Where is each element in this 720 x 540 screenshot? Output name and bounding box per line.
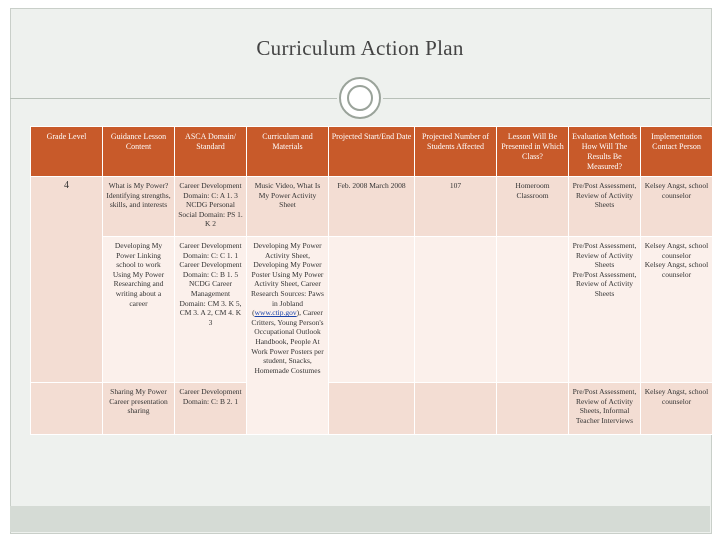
content-text: Developing My Power Linking school to work xyxy=(114,241,163,270)
header-row xyxy=(31,127,713,177)
materials-text: Developing My Power Activity Sheet, Developing My Power Poster Using My Power Activity Sheet, Career Research Sources: Paws in Jobland ( xyxy=(251,241,324,318)
materials-cell: Music Video, What Is My Power Activity Sheet xyxy=(247,177,329,237)
header-class: Lesson Will Be Presented in Which Class? xyxy=(497,127,569,177)
standard-text: Career Development Domain: C: C 1. 1 xyxy=(179,241,242,260)
content-text: Using My Power Researching and writing about a career xyxy=(112,269,165,308)
action-plan-table xyxy=(30,126,713,435)
header-contact: Implementation Contact Person xyxy=(641,127,713,177)
grade-cell: 4 xyxy=(31,177,103,383)
class-cell xyxy=(497,383,569,435)
header-asca-standard: ASCA Domain/ Standard xyxy=(175,127,247,177)
evaluation-cell: Pre/Post Assessment, Review of Activity Sheets xyxy=(569,177,641,237)
standard-cell: Career Development Domain: C: A 1. 3 NCDG Personal Social Domain: PS 1. K 2 xyxy=(175,177,247,237)
materials-text: ), Career Critters, Young Person's Occupational Outlook Handbook, People At Work Power Posters per student, Snacks, Homemade Costumes xyxy=(251,308,324,375)
students-cell xyxy=(415,383,497,435)
standard-cell xyxy=(175,237,247,383)
dates-cell xyxy=(329,383,415,435)
evaluation-text: Pre/Post Assessment, Review of Activity Sheets xyxy=(572,269,637,298)
circle-ornament-icon xyxy=(339,77,381,119)
table-row xyxy=(31,237,713,383)
content-cell: What is My Power? Identifying strengths, skills, and interests xyxy=(103,177,175,237)
divider-left xyxy=(10,98,337,99)
evaluation-cell: Pre/Post Assessment, Review of Activity Sheets, Informal Teacher Interviews xyxy=(569,383,641,435)
contact-text: Kelsey Angst, school counselor xyxy=(644,241,709,260)
page-title: Curriculum Action Plan xyxy=(256,36,464,60)
contact-cell: Kelsey Angst, school counselor xyxy=(641,383,713,435)
contact-cell: Kelsey Angst, school counselor xyxy=(641,177,713,237)
ctip-link[interactable]: www.ctip.gov xyxy=(254,308,297,318)
dates-cell: Feb. 2008 March 2008 xyxy=(329,177,415,237)
header-lesson-content: Guidance Lesson Content xyxy=(103,127,175,177)
content-cell xyxy=(103,237,175,383)
standard-text: Career Development Domain: C: B 1. 5 NCDG Career Management Domain: CM 3. K 5, CM 3. A 2, CM 4. K 3 xyxy=(179,260,242,327)
table-row xyxy=(31,177,713,237)
header-dates: Projected Start/End Date xyxy=(329,127,415,177)
header-students: Projected Number of Students Affected xyxy=(415,127,497,177)
class-cell xyxy=(497,237,569,383)
header-materials: Curriculum and Materials xyxy=(247,127,329,177)
content-cell: Sharing My Power Career presentation sharing xyxy=(103,383,175,435)
materials-cell xyxy=(247,237,329,435)
evaluation-text: Pre/Post Assessment, Review of Activity Sheets xyxy=(572,241,637,270)
grade-cell xyxy=(31,383,103,435)
footer-bar xyxy=(10,506,710,532)
standard-cell: Career Development Domain: C: B 2. 1 xyxy=(175,383,247,435)
contact-text: Kelsey Angst, school counselor xyxy=(644,260,709,279)
header-evaluation: Evaluation Methods How Will The Results Be Measured? xyxy=(569,127,641,177)
divider-right xyxy=(383,98,710,99)
contact-cell xyxy=(641,237,713,383)
table-row xyxy=(31,383,713,435)
students-cell xyxy=(415,237,497,383)
dates-cell xyxy=(329,237,415,383)
students-cell: 107 xyxy=(415,177,497,237)
header-grade-level: Grade Level xyxy=(31,127,103,177)
class-cell: Homeroom Classroom xyxy=(497,177,569,237)
evaluation-cell xyxy=(569,237,641,383)
